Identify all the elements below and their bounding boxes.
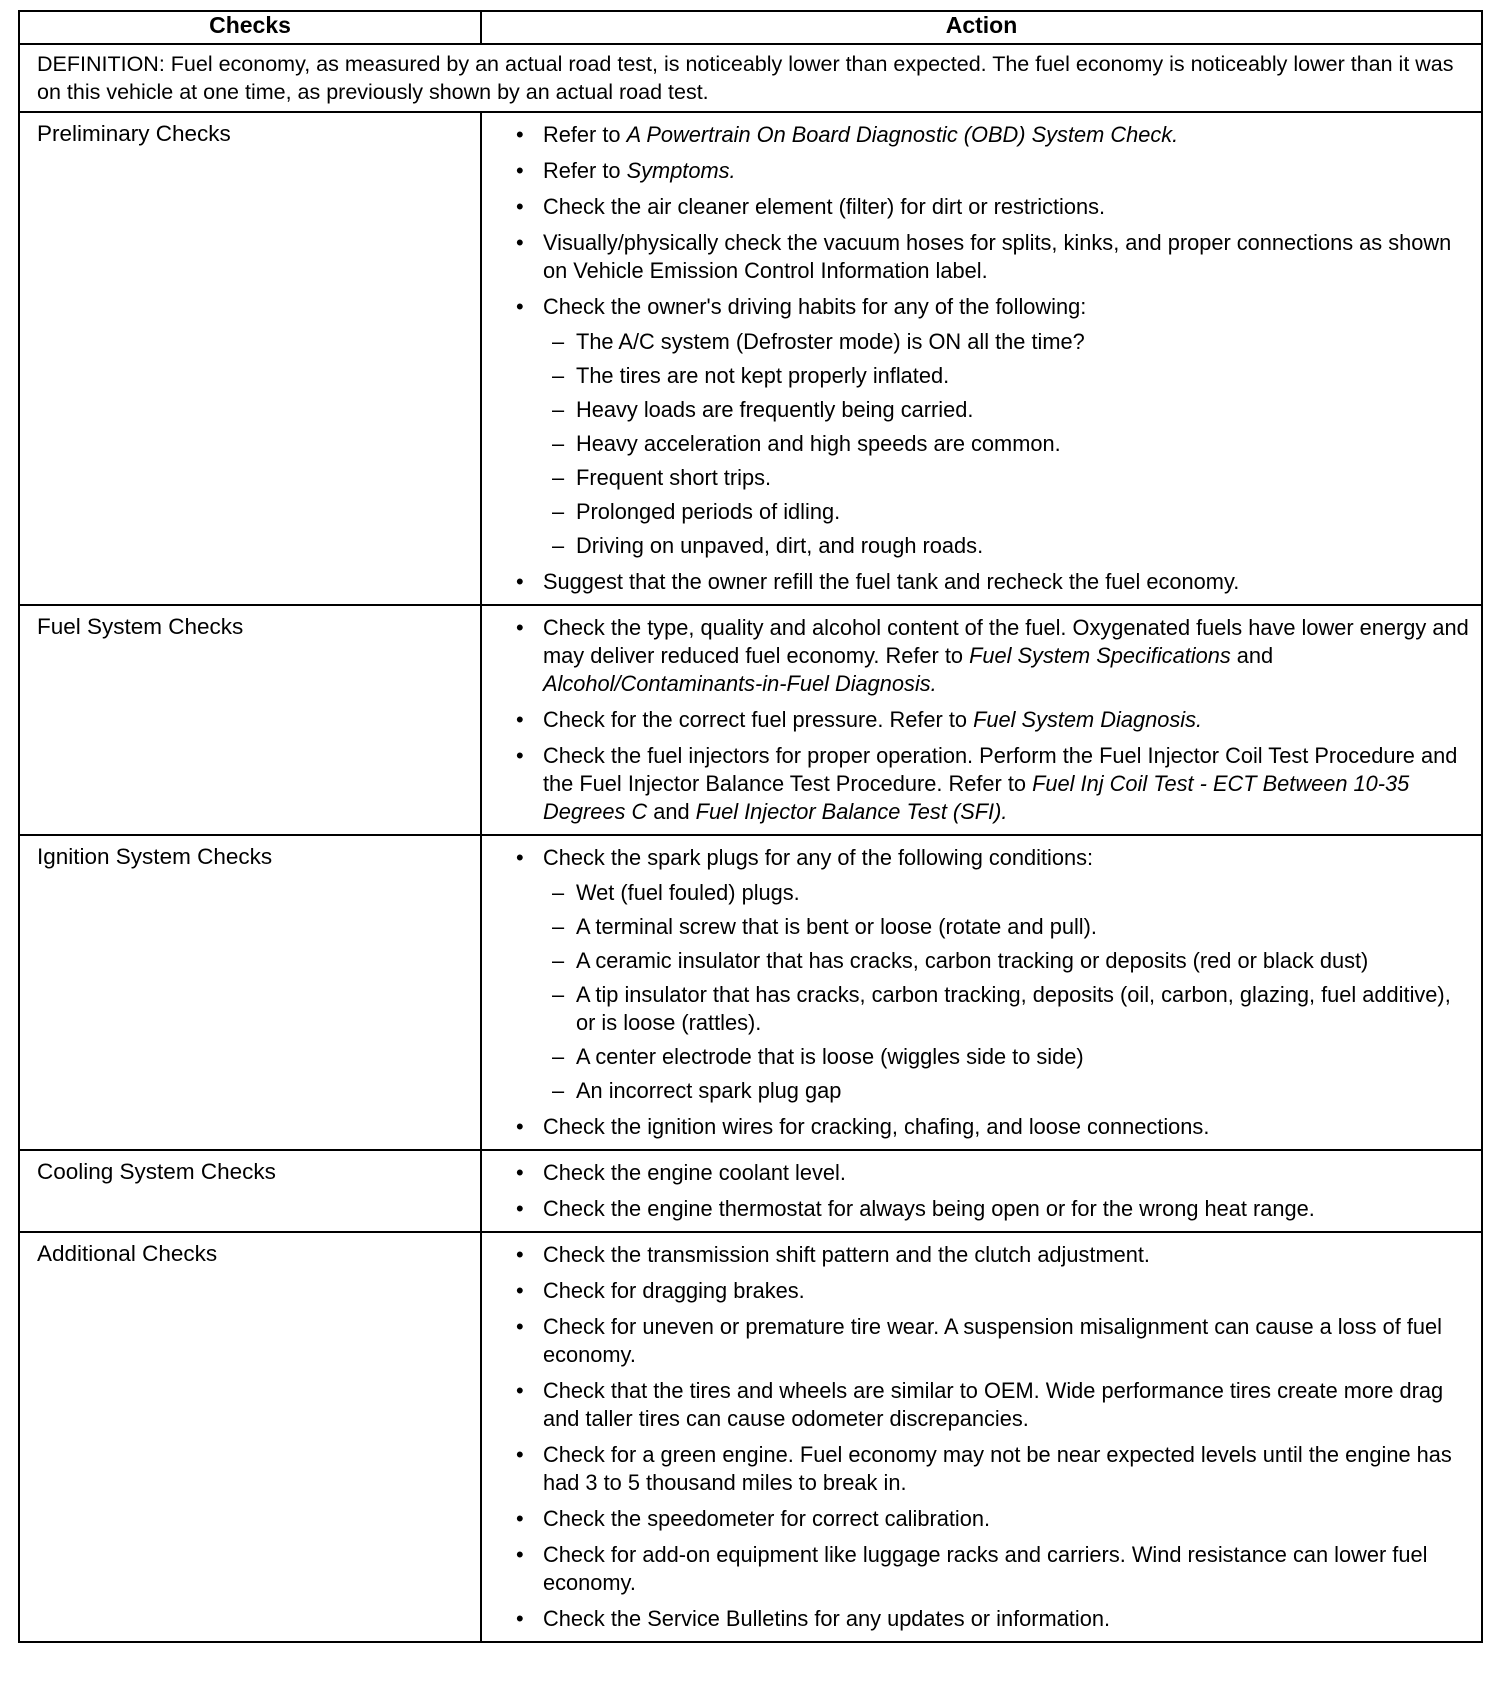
checks-column-header: Checks [19,11,481,44]
bullet-icon: • [516,1542,524,1567]
section-title: Fuel System Checks [19,605,481,835]
action-item [514,1377,1469,1433]
section-row [19,605,1482,835]
section-title: Additional Checks [19,1232,481,1642]
diagnostic-table [18,10,1483,1643]
bullet-icon: • [516,615,524,640]
action-item [514,157,1469,185]
action-text: Visually/physically check the vacuum hoses for splits, kinks, and proper connections as shown on Vehicle Emission Control Information label. [543,230,1452,283]
dash-icon: – [552,1044,565,1069]
reference-text: Fuel Inj Coil Test - ECT Between 10-35 Degrees C [543,771,1410,824]
action-text: Check the Service Bulletins for any updates or information. [543,1606,1111,1631]
sub-action-item [514,913,1469,941]
dash-icon: – [552,533,565,558]
action-text: Check the speedometer for correct calibration. [543,1506,991,1531]
sub-action-text: A center electrode that is loose (wiggles side to side) [576,1044,1084,1069]
bullet-icon: • [516,845,524,870]
sub-action-text: Heavy loads are frequently being carried. [576,397,974,422]
dash-icon: – [552,880,565,905]
action-item [514,1505,1469,1533]
action-item [514,1313,1469,1369]
action-list [514,614,1469,826]
sub-action-item [514,879,1469,907]
dash-icon: – [552,363,565,388]
bullet-icon: • [516,194,524,219]
action-text: Check for uneven or premature tire wear. A suspension misalignment can cause a loss of fuel economy. [543,1314,1442,1367]
sub-action-text: The A/C system (Defroster mode) is ON all the time? [576,329,1085,354]
bullet-icon: • [516,1278,524,1303]
action-text: and [647,799,696,824]
sub-action-item [514,328,1469,356]
bullet-icon: • [516,743,524,768]
section-title: Cooling System Checks [19,1150,481,1232]
sub-action-text: A ceramic insulator that has cracks, carbon tracking or deposits (red or black dust) [576,948,1369,973]
bullet-icon: • [516,569,524,594]
dash-icon: – [552,329,565,354]
bullet-icon: • [516,1606,524,1631]
section-actions [481,835,1482,1150]
action-text: Check that the tires and wheels are similar to OEM. Wide performance tires create more drag and taller tires can cause odometer discrepancies. [543,1378,1444,1431]
action-item [514,1277,1469,1305]
bullet-icon: • [516,1196,524,1221]
section-actions [481,605,1482,835]
action-item [514,1159,1469,1187]
bullet-icon: • [516,1114,524,1139]
bullet-icon: • [516,158,524,183]
action-item [514,1605,1469,1633]
action-text: Check the ignition wires for cracking, chafing, and loose connections. [543,1114,1210,1139]
action-item [514,293,1469,560]
action-text: Suggest that the owner refill the fuel tank and recheck the fuel economy. [543,569,1240,594]
bullet-icon: • [516,1378,524,1403]
action-text: Check the fuel injectors for proper operation. Perform the Fuel Injector Coil Test Procedure and the Fuel Injector Balance Test Procedure. Refer to [543,743,1458,796]
sub-action-text: Prolonged periods of idling. [576,499,841,524]
sub-action-text: The tires are not kept properly inflated. [576,363,950,388]
sub-action-item [514,362,1469,390]
sub-action-item [514,430,1469,458]
dash-icon: – [552,914,565,939]
sub-action-list [543,328,1469,560]
sub-action-list [543,879,1469,1105]
action-column-header: Action [481,11,1482,44]
sub-action-text: An incorrect spark plug gap [576,1078,842,1103]
sub-action-text: Heavy acceleration and high speeds are common. [576,431,1061,456]
sub-action-item [514,981,1469,1037]
action-item [514,568,1469,596]
section-actions [481,112,1482,605]
action-text: Check the transmission shift pattern and the clutch adjustment. [543,1242,1150,1267]
bullet-icon: • [516,1314,524,1339]
action-item [514,1195,1469,1223]
action-item [514,742,1469,826]
reference-text: Fuel Injector Balance Test (SFI). [695,799,1008,824]
reference-text: Fuel System Diagnosis. [973,707,1203,732]
dash-icon: – [552,397,565,422]
section-row [19,112,1482,605]
sub-action-item [514,947,1469,975]
dash-icon: – [552,948,565,973]
action-text: Refer to [543,122,627,147]
action-text: Check for the correct fuel pressure. Refer to [543,707,974,732]
bullet-icon: • [516,1242,524,1267]
dash-icon: – [552,465,565,490]
sub-action-text: A tip insulator that has cracks, carbon tracking, deposits (oil, carbon, glazing, fuel additive), or is loose (rattles). [576,982,1451,1035]
bullet-icon: • [516,1506,524,1531]
action-item [514,229,1469,285]
action-item [514,1441,1469,1497]
action-text: Check for dragging brakes. [543,1278,805,1303]
reference-text: Fuel System Specifications [969,643,1231,668]
action-list [514,1241,1469,1633]
sub-action-item [514,532,1469,560]
sub-action-item [514,464,1469,492]
section-actions [481,1150,1482,1232]
action-item [514,193,1469,221]
sub-action-text: Wet (fuel fouled) plugs. [576,880,800,905]
sub-action-text: Driving on unpaved, dirt, and rough roads. [576,533,984,558]
section-row [19,1150,1482,1232]
action-text: Check for add-on equipment like luggage racks and carriers. Wind resistance can lower fuel economy. [543,1542,1428,1595]
bullet-icon: • [516,230,524,255]
action-item [514,1541,1469,1597]
definition-row [19,44,1482,112]
action-item [514,1241,1469,1269]
section-row [19,1232,1482,1642]
sub-action-item [514,498,1469,526]
action-text: Check the engine thermostat for always being open or for the wrong heat range. [543,1196,1315,1221]
dash-icon: – [552,431,565,456]
action-text: and [1230,643,1274,668]
sub-action-text: Frequent short trips. [576,465,772,490]
bullet-icon: • [516,707,524,732]
reference-text: Alcohol/Contaminants-in-Fuel Diagnosis. [543,671,937,696]
bullet-icon: • [516,122,524,147]
action-text: Refer to [543,158,627,183]
action-item [514,844,1469,1105]
definition-text: DEFINITION: Fuel economy, as measured by an actual road test, is noticeably lower than expected. The fuel economy is noticeably lower than it was on this vehicle at one time, as previously shown by an actual road test. [19,44,1482,112]
action-list [514,1159,1469,1223]
sub-action-item [514,1077,1469,1105]
bullet-icon: • [516,1442,524,1467]
section-title: Ignition System Checks [19,835,481,1150]
table-body [19,44,1482,1642]
diagnostic-table-sheet [18,10,1483,1643]
action-text: Check the type, quality and alcohol content of the fuel. Oxygenated fuels have lower energy and may deliver reduced fuel economy. Refer to [543,615,1469,668]
action-item [514,614,1469,698]
action-list [514,121,1469,596]
bullet-icon: • [516,294,524,319]
action-text: Check the spark plugs for any of the following conditions: [543,845,1094,870]
dash-icon: – [552,1078,565,1103]
dash-icon: – [552,499,565,524]
table-header-row [19,11,1482,44]
section-row [19,835,1482,1150]
action-item [514,121,1469,149]
section-actions [481,1232,1482,1642]
reference-text: Symptoms. [626,158,736,183]
section-title: Preliminary Checks [19,112,481,605]
action-item [514,706,1469,734]
sub-action-item [514,396,1469,424]
action-text: Check the air cleaner element (filter) for dirt or restrictions. [543,194,1106,219]
reference-text: A Powertrain On Board Diagnostic (OBD) System Check. [626,122,1179,147]
action-text: Check the engine coolant level. [543,1160,846,1185]
action-item [514,1113,1469,1141]
bullet-icon: • [516,1160,524,1185]
action-list [514,844,1469,1141]
action-text: Check for a green engine. Fuel economy may not be near expected levels until the engine has had 3 to 5 thousand miles to break in. [543,1442,1452,1495]
dash-icon: – [552,982,565,1007]
sub-action-text: A terminal screw that is bent or loose (rotate and pull). [576,914,1097,939]
sub-action-item [514,1043,1469,1071]
action-text: Check the owner's driving habits for any of the following: [543,294,1087,319]
